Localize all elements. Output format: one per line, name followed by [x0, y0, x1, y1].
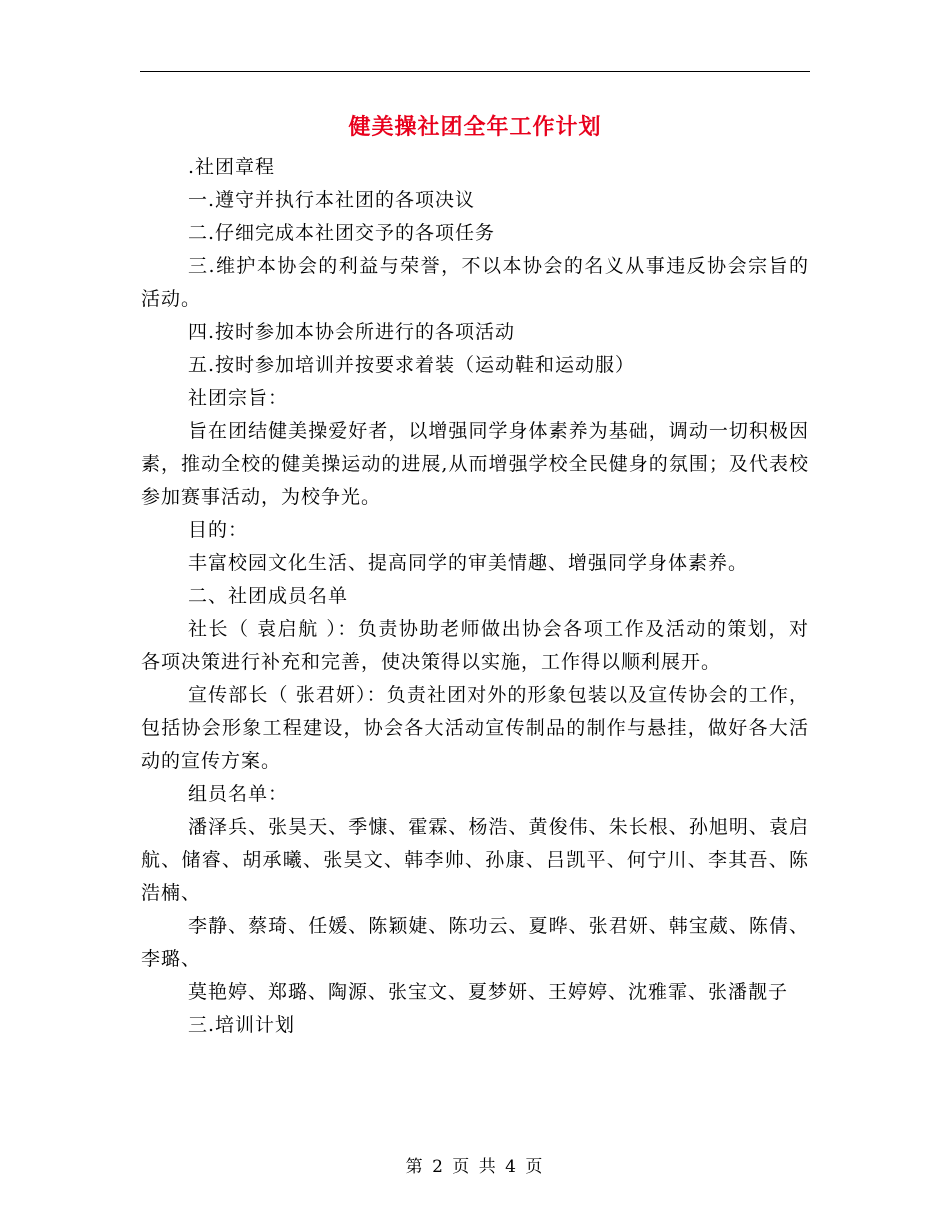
paragraph-purpose-text: 旨在团结健美操爱好者，以增强同学身体素养为基础，调动一切积极因素，推动全校的健美操运动的进展,从而增强学校全民健身的氛围；及代表校参加赛事活动，为校争光。 — [141, 420, 809, 508]
document-body — [141, 151, 809, 1042]
paragraph-members-heading: 二、社团成员名单 — [188, 585, 349, 607]
document-title: 健美操社团全年工作计划 — [348, 115, 602, 140]
paragraph-training-heading: 三.培训计划 — [188, 1014, 296, 1036]
paragraph-rule-3: 三.维护本协会的利益与荣誉，不以本协会的名义从事违反协会宗旨的活动。 — [141, 255, 809, 310]
paragraph-rule-2: 二.仔细完成本社团交予的各项任务 — [188, 222, 496, 244]
paragraph-rule-1: 一.遵守并执行本社团的各项决议 — [188, 189, 476, 211]
paragraph-goal-heading: 目的： — [188, 519, 249, 541]
page-footer: 第 2 页 共 4 页 — [405, 1157, 545, 1177]
paragraph-goal-text: 丰富校园文化生活、提高同学的审美情趣、增强同学身体素养。 — [188, 552, 749, 574]
paragraph-rule-5: 五.按时参加培训并按要求着装（运动鞋和运动服） — [188, 354, 636, 376]
paragraph-member-list-3: 莫艳婷、郑璐、陶源、张宝文、夏梦妍、王婷婷、沈雅霏、张潘靓子 — [188, 981, 789, 1003]
paragraph-member-list-2: 李静、蔡琦、任媛、陈颖婕、陈功云、夏晔、张君妍、韩宝葳、陈倩、李璐、 — [141, 915, 809, 970]
paragraph-purpose-heading: 社团宗旨： — [188, 387, 289, 409]
header-rule — [140, 71, 810, 72]
paragraph-rule-4: 四.按时参加本协会所进行的各项活动 — [188, 321, 516, 343]
paragraph-charter-heading: .社团章程 — [188, 156, 276, 178]
paragraph-publicity-head: 宣传部长（ 张君妍）：负责社团对外的形象包装以及宣传协会的工作，包括协会形象工程建设，协会各大活动宣传制品的制作与悬挂，做好各大活动的宣传方案。 — [141, 684, 809, 772]
paragraph-member-list-1: 潘泽兵、张昊天、季慷、霍霖、杨浩、黄俊伟、朱长根、孙旭明、袁启航、储睿、胡承曦、张昊文、韩李帅、孙康、吕凯平、何宁川、李其吾、陈浩楠、 — [141, 816, 809, 904]
paragraph-member-list-heading: 组员名单： — [188, 783, 289, 805]
paragraph-president: 社长（ 袁启航 ）：负责协助老师做出协会各项工作及活动的策划，对各项决策进行补充和完善，使决策得以实施，工作得以顺利展开。 — [141, 618, 809, 673]
